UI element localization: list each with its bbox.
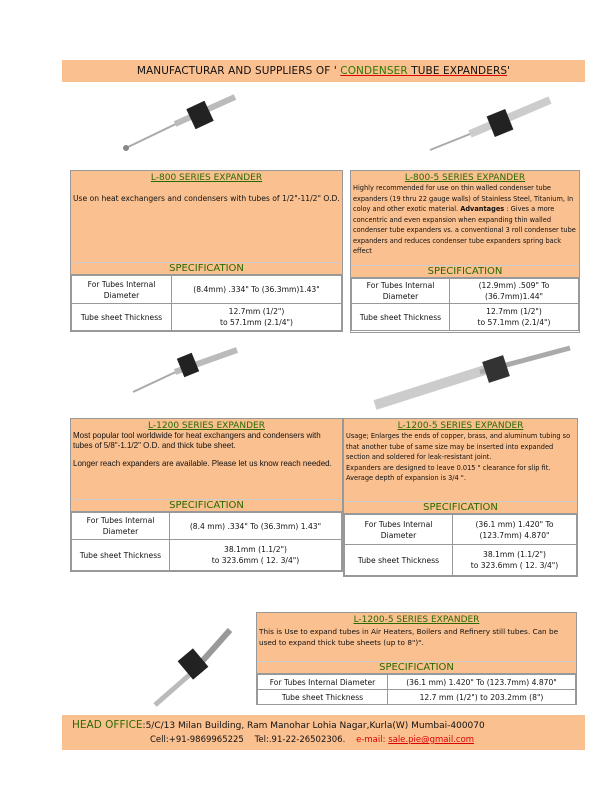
spec-table	[71, 275, 342, 331]
product-description: This is Use to expand tubes in Air Heaters, Boilers and Refinery still tubes. Can be used to expand thick tube sheets (up to 8")".	[259, 627, 559, 647]
l1200-5-tool-image	[365, 340, 580, 415]
product-title: L-800 SERIES EXPANDER	[150, 173, 263, 183]
product-description: Use on heat exchangers and condensers with tubes of 1/2"-11/2" O.D.	[73, 194, 340, 203]
spec-value: (8.4mm) .334" To (36.3mm)1.43"	[172, 276, 342, 304]
product-card-l1200	[70, 418, 343, 572]
spec-heading: SPECIFICATION	[71, 499, 342, 512]
product-card-l800	[70, 170, 343, 332]
header-prefix: MANUFACTURAR AND SUPPLIERS OF '	[136, 65, 341, 77]
spec-label: Tube sheet Thickness	[258, 690, 388, 705]
tel-number: Tel:.91-22-26502306.	[254, 735, 346, 745]
spec-value: (8.4 mm) .334" To (36.3mm) 1.43"	[170, 513, 342, 540]
spec-table	[344, 514, 577, 576]
cell-number: Cell:+91-9869965225	[150, 735, 244, 745]
spec-label: Tube sheet Thickness	[72, 540, 170, 571]
footer-contact	[62, 715, 585, 750]
head-office-label: HEAD OFFICE	[72, 719, 143, 731]
spec-heading: SPECIFICATION	[257, 661, 576, 674]
header-suffix: '	[507, 65, 511, 77]
spec-value: (36.1 mm) 1.420" To (123.7mm) 4.870"	[453, 515, 577, 545]
spec-heading: SPECIFICATION	[351, 265, 579, 278]
spec-label: Tube sheet Thickness	[352, 304, 450, 331]
spec-label: For Tubes Internal Diameter	[345, 515, 453, 545]
advantages-text: : Gives a more concentric and even expansion when expanding thin walled condenser tube expanders vs. a conventional 3 roll condenser tube expanders and reduces condenser tube expanders spring back effect	[353, 205, 576, 255]
product-description-2: Expanders are designed to leave 0.015 " clearance for slip fit. Average depth of expansion is 3/4 ".	[346, 463, 551, 482]
spec-value: 12.7mm (1/2") to 57.1mm (2.1/4")	[172, 304, 342, 331]
spec-value: (36.1 mm) 1.420" To (123.7mm) 4.870"	[388, 675, 576, 690]
l1200-5-heavy-tool-image	[145, 620, 240, 715]
spec-heading: SPECIFICATION	[71, 262, 342, 275]
spec-label: Tube sheet Thickness	[345, 545, 453, 576]
product-description: Most popular tool worldwide for heat exchangers and condensers with tubes of 5/8"-1.1/2" O.D. and thick tube sheet.	[73, 431, 321, 450]
product-card-l1200-5	[343, 418, 578, 577]
spec-table	[71, 512, 342, 571]
spec-label: For Tubes Internal Diameter	[352, 279, 450, 304]
email-label: e-mail:	[356, 735, 389, 745]
spec-label: For Tubes Internal Diameter	[258, 675, 388, 690]
advantages-label: Advantages	[460, 205, 505, 213]
product-card-l1200-5-heavy	[256, 612, 577, 705]
product-title: L-1200-5 SERIES EXPANDER	[397, 421, 524, 431]
l800-5-tool-image	[420, 90, 560, 160]
page-header	[62, 60, 585, 82]
product-title: L-800-5 SERIES EXPANDER	[404, 173, 526, 183]
spec-value: (12.9mm) .509" To (36.7mm)1.44"	[450, 279, 579, 304]
header-condenser: CONDENSER	[340, 65, 408, 77]
spec-heading: SPECIFICATION	[344, 501, 577, 514]
spec-value: 38.1mm (1.1/2") to 323.6mm ( 12. 3/4")	[170, 540, 342, 571]
spec-value: 38.1mm (1.1/2") to 323.6mm ( 12. 3/4")	[453, 545, 577, 576]
header-tube-expanders: TUBE EXPANDERS	[407, 65, 508, 77]
spec-label: For Tubes Internal Diameter	[72, 513, 170, 540]
spec-label: Tube sheet Thickness	[72, 304, 172, 331]
spec-value: 12.7 mm (1/2") to 203.2mm (8")	[388, 690, 576, 705]
product-title: L-1200-5 SERIES EXPANDER	[353, 615, 480, 625]
spec-value: 12.7mm (1/2") to 57.1mm (2.1/4")	[450, 304, 579, 331]
address: :5/C/13 Milan Building, Ram Manohar Lohia Nagar,Kurla(W) Mumbai-400070	[142, 721, 485, 731]
product-description: Usage; Enlarges the ends of copper, brass, and aluminum tubing so that another tube of same size may be inserted into expanded section and soldered for leak-resistant joint.	[346, 432, 571, 461]
product-card-l800-5	[350, 170, 580, 333]
email-link[interactable]: sale.pie@gmail.com	[388, 735, 475, 745]
l800-tool-image	[110, 82, 245, 157]
spec-label: For Tubes Internal Diameter	[72, 276, 172, 304]
l1200-tool-image	[125, 340, 245, 400]
product-title: L-1200 SERIES EXPANDER	[148, 421, 265, 431]
spec-table	[351, 278, 579, 331]
spec-table	[257, 674, 576, 705]
product-description: Highly recommended for use on thin walled condenser tube expanders (19 thru 22 gauge walls) of Stainless Steel, Titanium, In coloy and other exotic material.	[353, 184, 574, 213]
product-description-2: Longer reach expanders are available. Please let us know reach needed.	[73, 459, 332, 468]
